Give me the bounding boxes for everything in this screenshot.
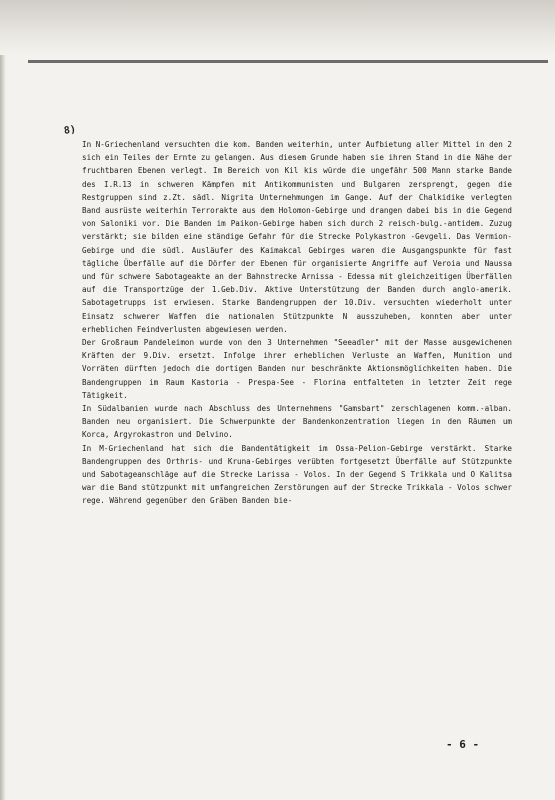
paragraph-3: In Südalbanien wurde nach Abschluss des Unternehmens "Gamsbart" zerschlagenen komm.-alban. Banden neu organisiert. Die Schwerpunkte der Bandenkonzentration liegen in den Räumen um Korca, Argyrokastron und Delvino. [82, 404, 512, 440]
margin-annotation: 8) [63, 124, 77, 137]
paragraph-2: Der Großraum Pandeleimon wurde von den 3 Unternehmen "Seeadler" mit der Masse ausgewichenen Kräften der 9.Div. ersetzt. Infolge ihrer erheblichen Verluste an Waffen, Munition und Vorräten dürften jedoch die dortigen Banden nur beschränkte Aktionsmöglichkeiten haben. Die Bandengruppen im Raum Kastoria - Prespa-See - Florina entfalteten in letzter Zeit rege Tätigkeit. [82, 338, 512, 400]
top-rule [28, 60, 548, 63]
body-text [82, 138, 512, 508]
scan-left-edge [0, 55, 6, 800]
paragraph-1: In N-Griechenland versuchten die kom. Banden weiterhin, unter Aufbietung aller Mittel in den 2 sich ein Teiles der Ernte zu gelangen. Aus diesem Grunde haben sie ihren Stand in die Nähe der fruchtbaren Ebenen verlegt. Im Bereich von Kil kis würde die ungefähr 500 Mann starke Bande des I.R.13 in schweren Kämpfen mit Antikommunisten und Bulgaren zersprengt, gegen die Restgruppen sind z.Zt. sädl. Nigrita Unternehmungen im Gange. Auf der Chalkidike verlegten Band ausrüste weiterhin Terrorakte aus dem Holomon-Gebirge und drangen dabei bis in die Gegend von Saloniki vor. Die Banden im Paikon-Gebirge haben sich durch 2 reisch-bulg.-antidem. Zuzug verstärkt; sie bilden eine ständige Gefahr für die Strecke Polykastron -Gevgeli. Das Vermion-Gebirge und die südl. Ausläufer des Kaimakcal Gebirges waren die Ausgangspunkte für fast tägliche Überfälle auf die Dörfer der Ebenen für organisierte Angriffe auf Veroia und Naussa und für schwere Sabotageakte an der Bahnstrecke Arnissa - Edessa mit gleichzeitigen Überfällen auf die Transportzüge der 1.Geb.Div. Aktive Unterstützung der Banden durch anglo-amerik. Sabotagetrupps ist erwiesen. Starke Bandengruppen der 10.Div. versuchten wiederholt unter Einsatz schwerer Waffen die nationalen Stützpunkte N ausszuheben, konnten aber unter erheblichen Feindverlusten abgewiesen werden. [82, 140, 512, 334]
page-number: - 6 - [446, 738, 480, 751]
scan-top-shadow [0, 0, 555, 55]
paragraph-4: In M-Griechenland hat sich die Bandentätigkeit im Ossa-Pelion-Gebirge verstärkt. Starke Bandengruppen des Orthris- und Kruna-Gebirges verübten fortgesetzt Überfälle auf Stützpunkte und Sabotageanschläge auf die Strecke Larissa - Volos. In der Gegend S Trikkala und O Kalitsa war die Band stützpunkt mit umfangreichen Zerstörungen auf der Strecke Trikkala - Volos schwer rege. Während gegenüber den Gräben Banden bie- [82, 443, 512, 506]
